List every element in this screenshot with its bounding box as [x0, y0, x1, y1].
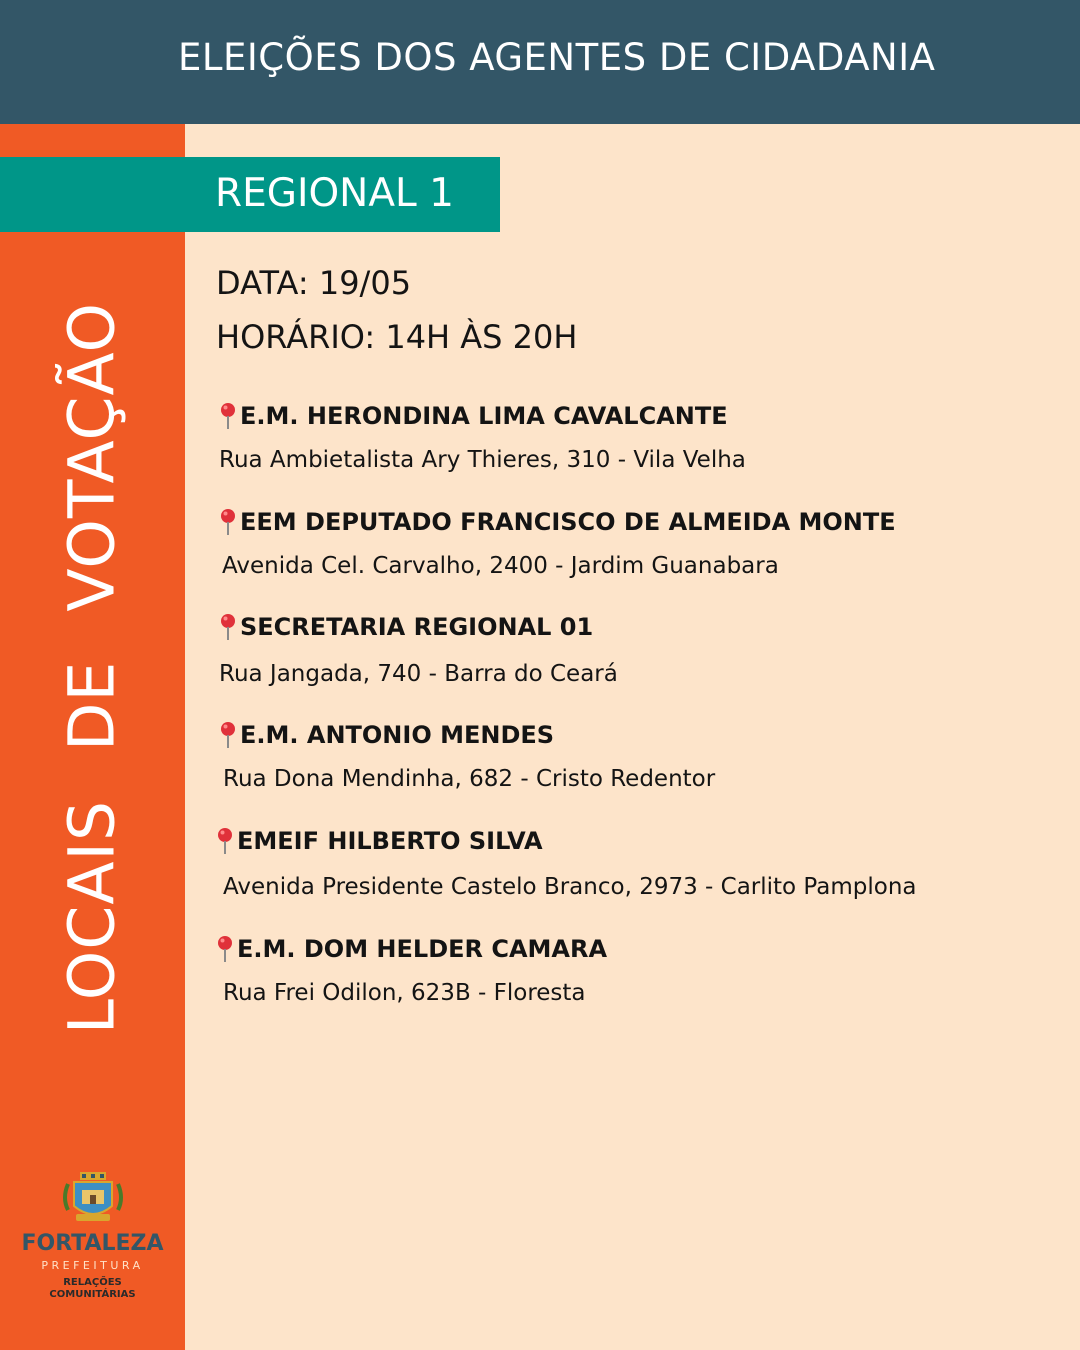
header-bar — [0, 0, 1080, 124]
logo-department-line2: COMUNITÁRIAS — [49, 1289, 136, 1300]
logo-department-line1: RELAÇÕES — [63, 1277, 122, 1288]
regional-label: REGIONAL 1 — [215, 171, 454, 216]
time-line: HORÁRIO: 14H ÀS 20H — [216, 318, 578, 356]
location-address: Rua Frei Odilon, 623B - Floresta — [223, 980, 586, 1006]
logo-department — [0, 1277, 185, 1301]
location-address: Rua Dona Mendinha, 682 - Cristo Redentor — [223, 766, 716, 792]
location-name — [220, 613, 593, 641]
map-pin-icon — [217, 935, 233, 963]
location-address: Rua Jangada, 740 - Barra do Ceará — [219, 661, 618, 687]
map-pin-icon — [220, 402, 236, 430]
map-pin-icon — [220, 721, 236, 749]
map-pin-icon — [220, 613, 236, 641]
date-line: DATA: 19/05 — [216, 264, 412, 302]
location-name — [220, 508, 896, 536]
location-name — [217, 935, 607, 963]
city-crest-icon — [58, 1170, 128, 1234]
location-name-text: EEM DEPUTADO FRANCISCO DE ALMEIDA MONTE — [240, 508, 896, 536]
logo-city: FORTALEZA — [21, 1231, 164, 1256]
location-name-text: EMEIF HILBERTO SILVA — [237, 827, 543, 855]
location-address: Avenida Presidente Castelo Branco, 2973 - Carlito Pamplona — [223, 874, 917, 900]
location-address: Avenida Cel. Carvalho, 2400 - Jardim Guanabara — [222, 553, 779, 579]
location-address: Rua Ambietalista Ary Thieres, 310 - Vila Velha — [219, 447, 746, 473]
location-name — [220, 721, 554, 749]
logo-subtitle: PREFEITURA — [41, 1259, 144, 1272]
location-name — [220, 402, 728, 430]
location-name-text: E.M. HERONDINA LIMA CAVALCANTE — [240, 402, 728, 430]
fortaleza-logo — [0, 1165, 185, 1315]
map-pin-icon — [220, 508, 236, 536]
location-name-text: SECRETARIA REGIONAL 01 — [240, 613, 594, 641]
page-title: ELEIÇÕES DOS AGENTES DE CIDADANIA — [178, 36, 936, 79]
vertical-title: LOCAIS DE VOTAÇÃO — [55, 301, 129, 1035]
map-pin-icon — [217, 827, 233, 855]
location-name-text: E.M. ANTONIO MENDES — [240, 721, 555, 749]
location-name-text: E.M. DOM HELDER CAMARA — [237, 935, 608, 963]
location-name — [217, 827, 543, 855]
